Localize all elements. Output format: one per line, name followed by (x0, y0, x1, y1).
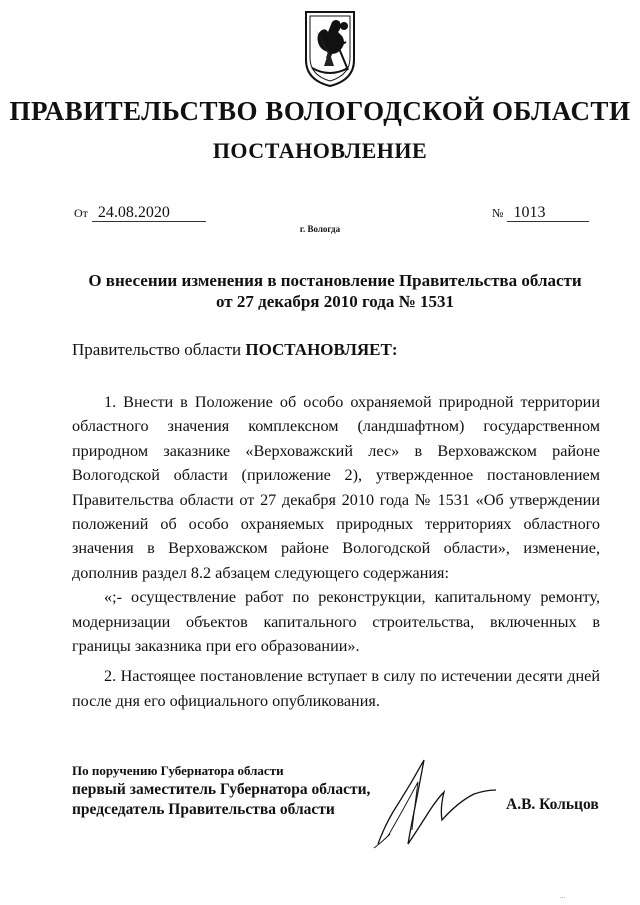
signer-name: А.В. Кольцов (506, 796, 599, 813)
number-field (492, 204, 589, 222)
intro-text: Правительство области (72, 340, 246, 359)
intro-line (72, 340, 398, 360)
signatory-block (72, 762, 370, 820)
intro-strong: ПОСТАНОВЛЯЕТ: (245, 340, 398, 359)
date-value: 24.08.2020 (92, 204, 206, 222)
heading-line-1: О внесении изменения в постановление Правительства области (88, 271, 582, 290)
document-type: ПОСТАНОВЛЕНИЕ (212, 138, 428, 163)
vologda-coat-of-arms-icon (302, 8, 358, 88)
number-value: 1013 (507, 204, 589, 222)
date-prefix: От (74, 206, 88, 220)
document-heading (70, 270, 600, 312)
signatory-line-3: председатель Правительства области (72, 801, 335, 818)
document-body (72, 390, 600, 713)
date-field (74, 204, 206, 222)
paragraph-3: 2. Настоящее постановление вступает в силу по истечении десяти дней после дня его официального опубликования. (72, 667, 600, 710)
city-label: г. Вологда (299, 224, 341, 234)
heading-line-2: от 27 декабря 2010 года № 1531 (216, 292, 454, 311)
handwritten-signature-icon (368, 752, 500, 852)
paragraph-2: «;- осуществление работ по реконструкции, капитальному ремонту, модернизации объектов капитального строительства, включенных в границы заказника при его образовании». (72, 588, 600, 656)
signatory-line-1: По поручению Губернатора области (72, 763, 284, 778)
government-title: ПРАВИТЕЛЬСТВО ВОЛОГОДСКОЙ ОБЛАСТИ (9, 96, 631, 126)
paragraph-1: 1. Внести в Положение об особо охраняемой природной территории областного значения комплексном (ландшафтном) государственном природном заказнике «Верховажский лес» в Верховажском районе Вологодской области (приложение 2), утвержденное постановлением Правительства области от 27 декабря 2010 года № 1531 «Об утверждении положений об особо охраняемых природных территориях областного значения в Верховажском районе Вологодской области», изменение, дополнив раздел 8.2 абзацем следующего содержания: (72, 393, 600, 582)
number-prefix: № (492, 206, 504, 220)
signatory-line-2: первый заместитель Губернатора области, (72, 781, 371, 798)
corner-mark: ... (560, 892, 566, 900)
